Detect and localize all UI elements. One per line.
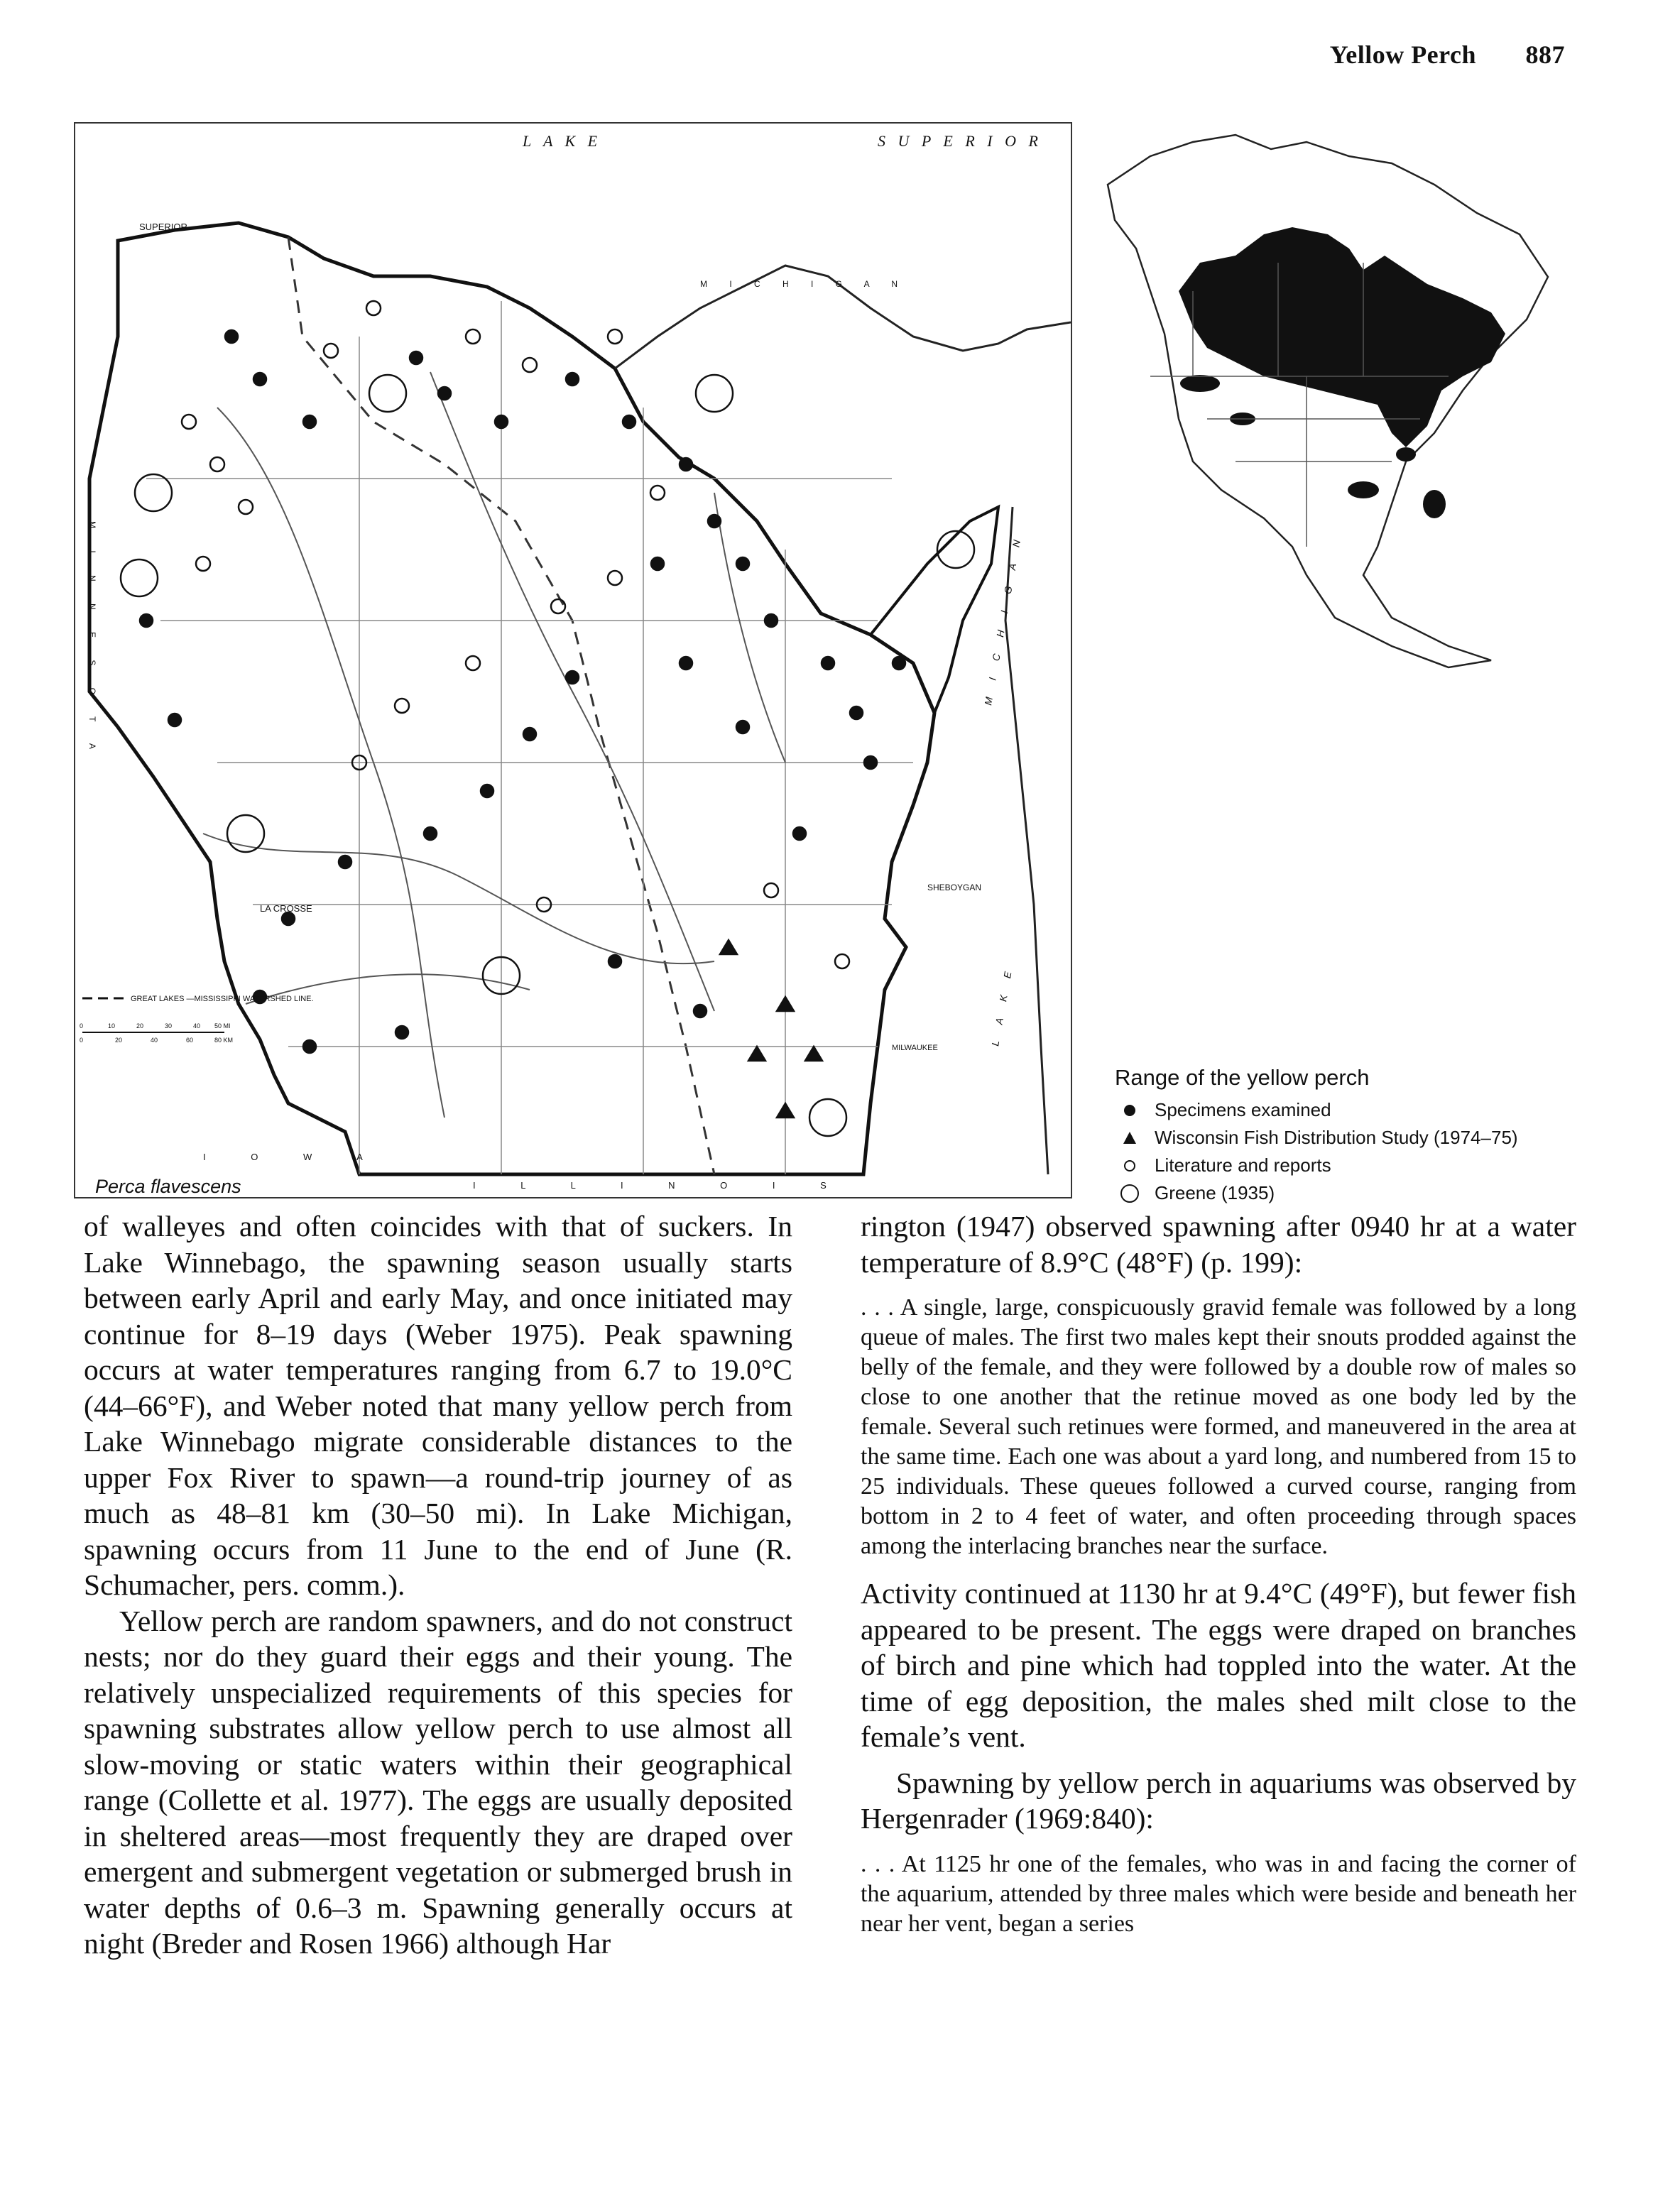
range-legend bbox=[1115, 1065, 1612, 1207]
label-illinois: I L L I N O I S bbox=[473, 1180, 848, 1191]
label-la-crosse: LA CROSSE bbox=[260, 903, 312, 914]
door-peninsula bbox=[871, 507, 998, 713]
range-outlier-3 bbox=[1396, 447, 1416, 462]
label-lake-superior-1: L A K E bbox=[523, 132, 602, 150]
label-superior-city: SUPERIOR bbox=[139, 222, 187, 232]
na-outline bbox=[1108, 135, 1548, 667]
label-michigan-state: M I C H I G A N bbox=[700, 279, 908, 289]
scale-km-4: 80 KM bbox=[214, 1037, 234, 1044]
legend-item-label: Specimens examined bbox=[1155, 1099, 1331, 1120]
scale-mi-0: 0 bbox=[80, 1022, 84, 1030]
legend-item-literature bbox=[1115, 1152, 1612, 1179]
right-paragraph-2: Activity continued at 1130 hr at 9.4°C (49°F), but fewer fish appeared to be present. The eggs were draped on branches of birch and pine which had toppled into the water. At the time of egg deposition, the males shed milt close to the female’s vent. bbox=[861, 1577, 1576, 1753]
scale-km-3: 60 bbox=[186, 1037, 194, 1044]
running-header-title: Yellow Perch bbox=[1329, 40, 1476, 69]
right-paragraph-1: rington (1947) observed spawning after 0940 hr at a water temperature of 8.9°C (48°F) (p. 199): bbox=[861, 1210, 1576, 1279]
legend-item-greene bbox=[1115, 1179, 1612, 1207]
small-open-circle-icon bbox=[1119, 1155, 1140, 1176]
label-milwaukee: MILWAUKEE bbox=[892, 1044, 938, 1052]
range-outlier-1 bbox=[1180, 375, 1220, 392]
large-open-circle-icon bbox=[1119, 1183, 1140, 1204]
occurrence-symbols bbox=[121, 301, 974, 1136]
wisconsin-map-svg bbox=[75, 124, 1071, 1197]
right-paragraph-3: Spawning by yellow perch in aquariums was observed by Hergenrader (1969:840): bbox=[861, 1766, 1576, 1835]
scale-mi-3: 30 bbox=[165, 1022, 173, 1030]
block-quote-2: . . . At 1125 hr one of the females, who was in and facing the corner of the aquarium, attended by three males which were beside and beneath her near her vent, began a series bbox=[861, 1850, 1576, 1937]
label-iowa: I O W A bbox=[203, 1152, 384, 1162]
wisconsin-distribution-map bbox=[74, 122, 1072, 1198]
block-quote-1: . . . A single, large, conspicuously gravid female was followed by a long queue of males. The first two males kept their snouts prodded against the belly of the female, and they were followed by a double row of males so close to one another that the retinue moved as one body led by the female. Several such retinues were formed, and maneuvered in the area at the same time. Each one was about a yard long, and numbered from 15 to 25 individuals. These queues followed a curved course, ranging from bottom in 2 to 4 feet of water, and often proceeding through spaces among the interlacing branches near the surface. bbox=[861, 1294, 1576, 1559]
right-column bbox=[861, 1208, 1576, 1953]
legend-item-label: Greene (1935) bbox=[1155, 1182, 1275, 1203]
scale-mi-1: 10 bbox=[108, 1022, 116, 1030]
legend-item-label: Literature and reports bbox=[1155, 1154, 1331, 1176]
left-paragraph-2: Yellow perch are random spawners, and do not construct nests; nor do they guard their eggs and their young. The relatively unspecialized requirements of this species for spawning substrates allow yellow perch to use almost all slow-moving or static waters within their geographical range (Collette et al. 1977). The eggs are usually deposited in sheltered areas—most frequently they are draped over emergent and submergent vegetation or submerged brush in water depths of 0.6–3 m. Spawning generally occurs at night (Breder and Rosen 1966) although Har bbox=[84, 1604, 792, 1960]
left-column bbox=[84, 1208, 792, 1962]
label-sheboygan: SHEBOYGAN bbox=[927, 883, 982, 892]
legend-item-label: Wisconsin Fish Distribution Study (1974–75) bbox=[1155, 1127, 1518, 1148]
scale-mi-4: 40 bbox=[193, 1022, 201, 1030]
legend-item-specimens bbox=[1115, 1096, 1612, 1124]
scale-mi-2: 20 bbox=[136, 1022, 144, 1030]
label-lake-michigan-2: L A K E bbox=[989, 963, 1015, 1047]
filled-circle-icon bbox=[1119, 1100, 1140, 1121]
range-outlier-4 bbox=[1348, 481, 1379, 498]
watershed-legend-text: GREAT LAKES —MISSISSIPPI WATERSHED LINE. bbox=[131, 995, 314, 1003]
legend-title: Range of the yellow perch bbox=[1115, 1065, 1370, 1090]
label-lake-michigan-1: M I C H I G A N bbox=[982, 532, 1024, 706]
north-america-map-svg bbox=[1093, 121, 1583, 674]
michigan-east-shore bbox=[1005, 507, 1048, 1174]
label-lake-superior-2: S U P E R I O R bbox=[878, 132, 1042, 150]
range-outlier-5 bbox=[1423, 490, 1446, 518]
range-area bbox=[1179, 227, 1505, 447]
filled-triangle-icon bbox=[1119, 1127, 1140, 1149]
north-america-range-map bbox=[1093, 121, 1583, 674]
label-minnesota: M I N N E S O T A bbox=[87, 521, 97, 759]
scale-km-1: 20 bbox=[115, 1037, 123, 1044]
species-label: Perca flavescens bbox=[95, 1176, 241, 1197]
legend-item-distribution-study bbox=[1115, 1124, 1612, 1152]
scale-mi-5: 50 MI bbox=[214, 1022, 231, 1030]
running-header bbox=[1330, 40, 1565, 70]
scale-km-0: 0 bbox=[80, 1037, 84, 1044]
map-scale-legend bbox=[80, 995, 314, 1044]
left-paragraph-1: of walleyes and often coincides with that of suckers. In Lake Winnebago, the spawning season usually starts between early April and early May, and once initiated may continue for 8–19 days (Weber 1975). Peak spawning occurs at water temperatures ranging from 6.7 to 19.0°C (44–66°F), and Weber noted that many yellow perch from Lake Winnebago migrate considerable distances to the upper Fox River to spawn—a round-trip journey of as much as 48–81 km (30–50 mi). In Lake Michigan, spawning occurs from 11 June to the end of June (R. Schumacher, pers. comm.). bbox=[84, 1210, 792, 1601]
page-number: 887 bbox=[1525, 40, 1565, 69]
scale-km-2: 40 bbox=[151, 1037, 158, 1044]
